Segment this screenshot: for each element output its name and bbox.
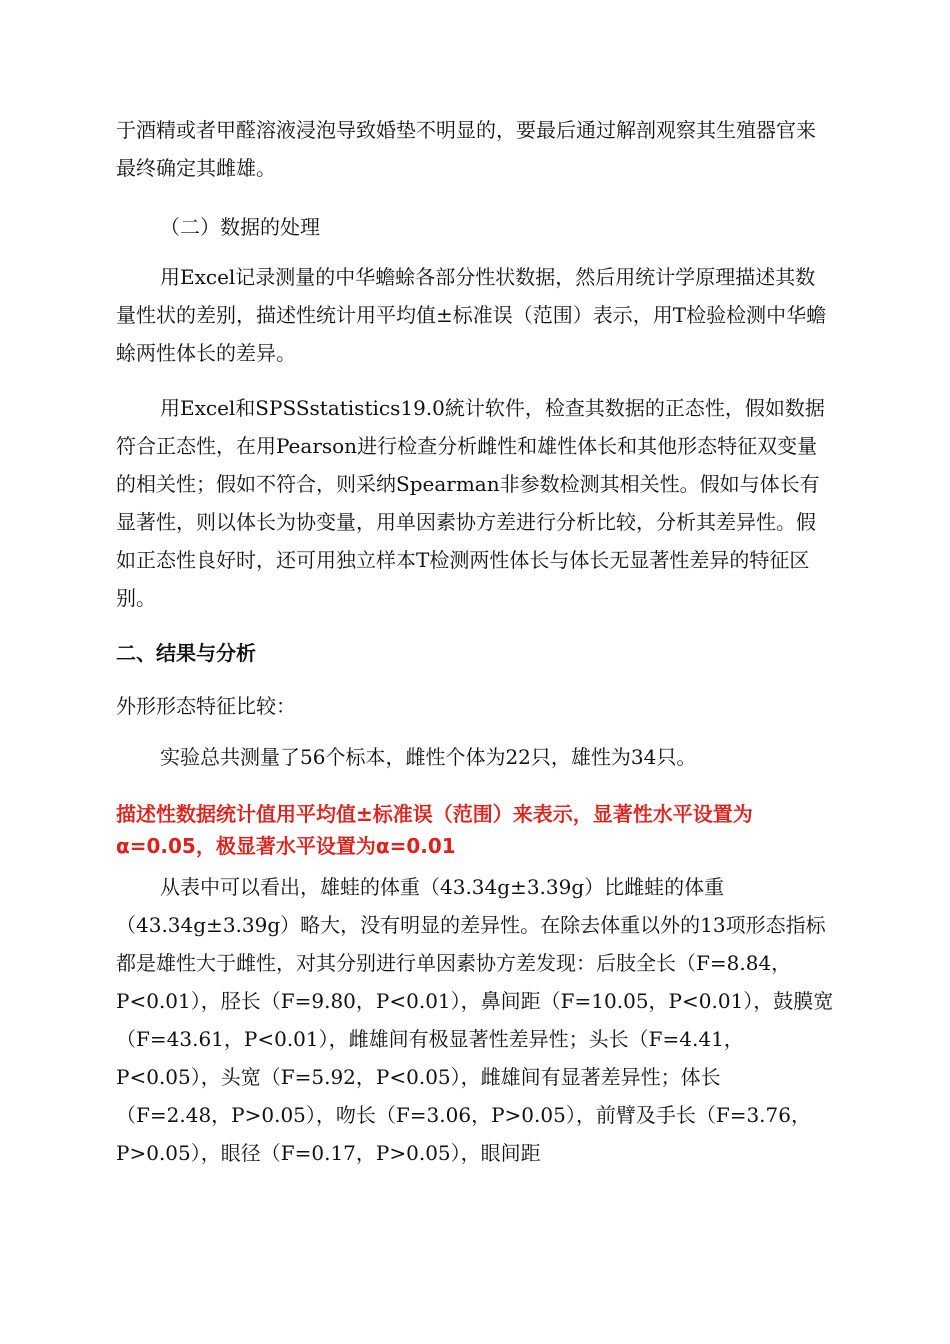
paragraph-software: 用Excel和SPSSstatistics19.0統计软件，检查其数据的正态性，假如数据符合正态性，在用Pearson进行检查分析雌性和雄性体长和其他形态特征双变量的相关性；假如不符合，则采纳Spearman非参数检测其相关性。假如与体长有显著性，则以体长为协变量，用单因素协方差进行分析比较，分析其差异性。假如正态性良好时，还可用独立样本T检测两性体长与体长无显著性差异的特征区别。 — [116, 396, 825, 610]
section-heading: 二、结果与分析 — [116, 641, 256, 665]
highlighted-note: 描述性数据统计值用平均值±标准误（范围）来表示，显著性水平设置为α=0.05，极显著水平设置为α=0.01 — [116, 802, 753, 858]
paragraph-results: 从表中可以看出，雄蛙的体重（43.34g±3.39g）比雌蛙的体重（43.34g±3.39g）略大，没有明显的差异性。在除去体重以外的13项形态指标都是雄性大于雌性，对其分别进行单因素协方差发现：后肢全长（F=8.84，P<0.01），胫长（F=9.80，P<0.01），鼻间距（F=10.05，P<0.01），鼓膜宽（F=43.61，P<0.01），雌雄间有极显著性差异性；头长（F=4.41，P<0.05），头宽（F=5.92，P<0.05），雌雄间有显著差异性；体长（F=2.48，P>0.05），吻长（F=3.06，P>0.05），前臂及手长（F=3.76，P>0.05），眼径（F=0.17，P>0.05），眼间距 — [116, 875, 834, 1165]
paragraph-data-processing: 用Excel记录测量的中华蟾蜍各部分性状数据，然后用统计学原理描述其数量性状的差别，描述性统计用平均值±标准误（范围）表示，用T检验检测中华蟾蜍两性体长的差异。 — [116, 265, 827, 365]
paragraph-continued: 于酒精或者甲醛溶液浸泡导致婚垫不明显的，要最后通过解剖观察其生殖器官来最终确定其雌雄。 — [116, 118, 816, 180]
subsection-heading: （二）数据的处理 — [160, 215, 320, 239]
paragraph-morphology-intro: 外形形态特征比较： — [116, 694, 296, 718]
paragraph-sample-count: 实验总共测量了56个标本，雌性个体为22只，雄性为34只。 — [160, 745, 697, 769]
